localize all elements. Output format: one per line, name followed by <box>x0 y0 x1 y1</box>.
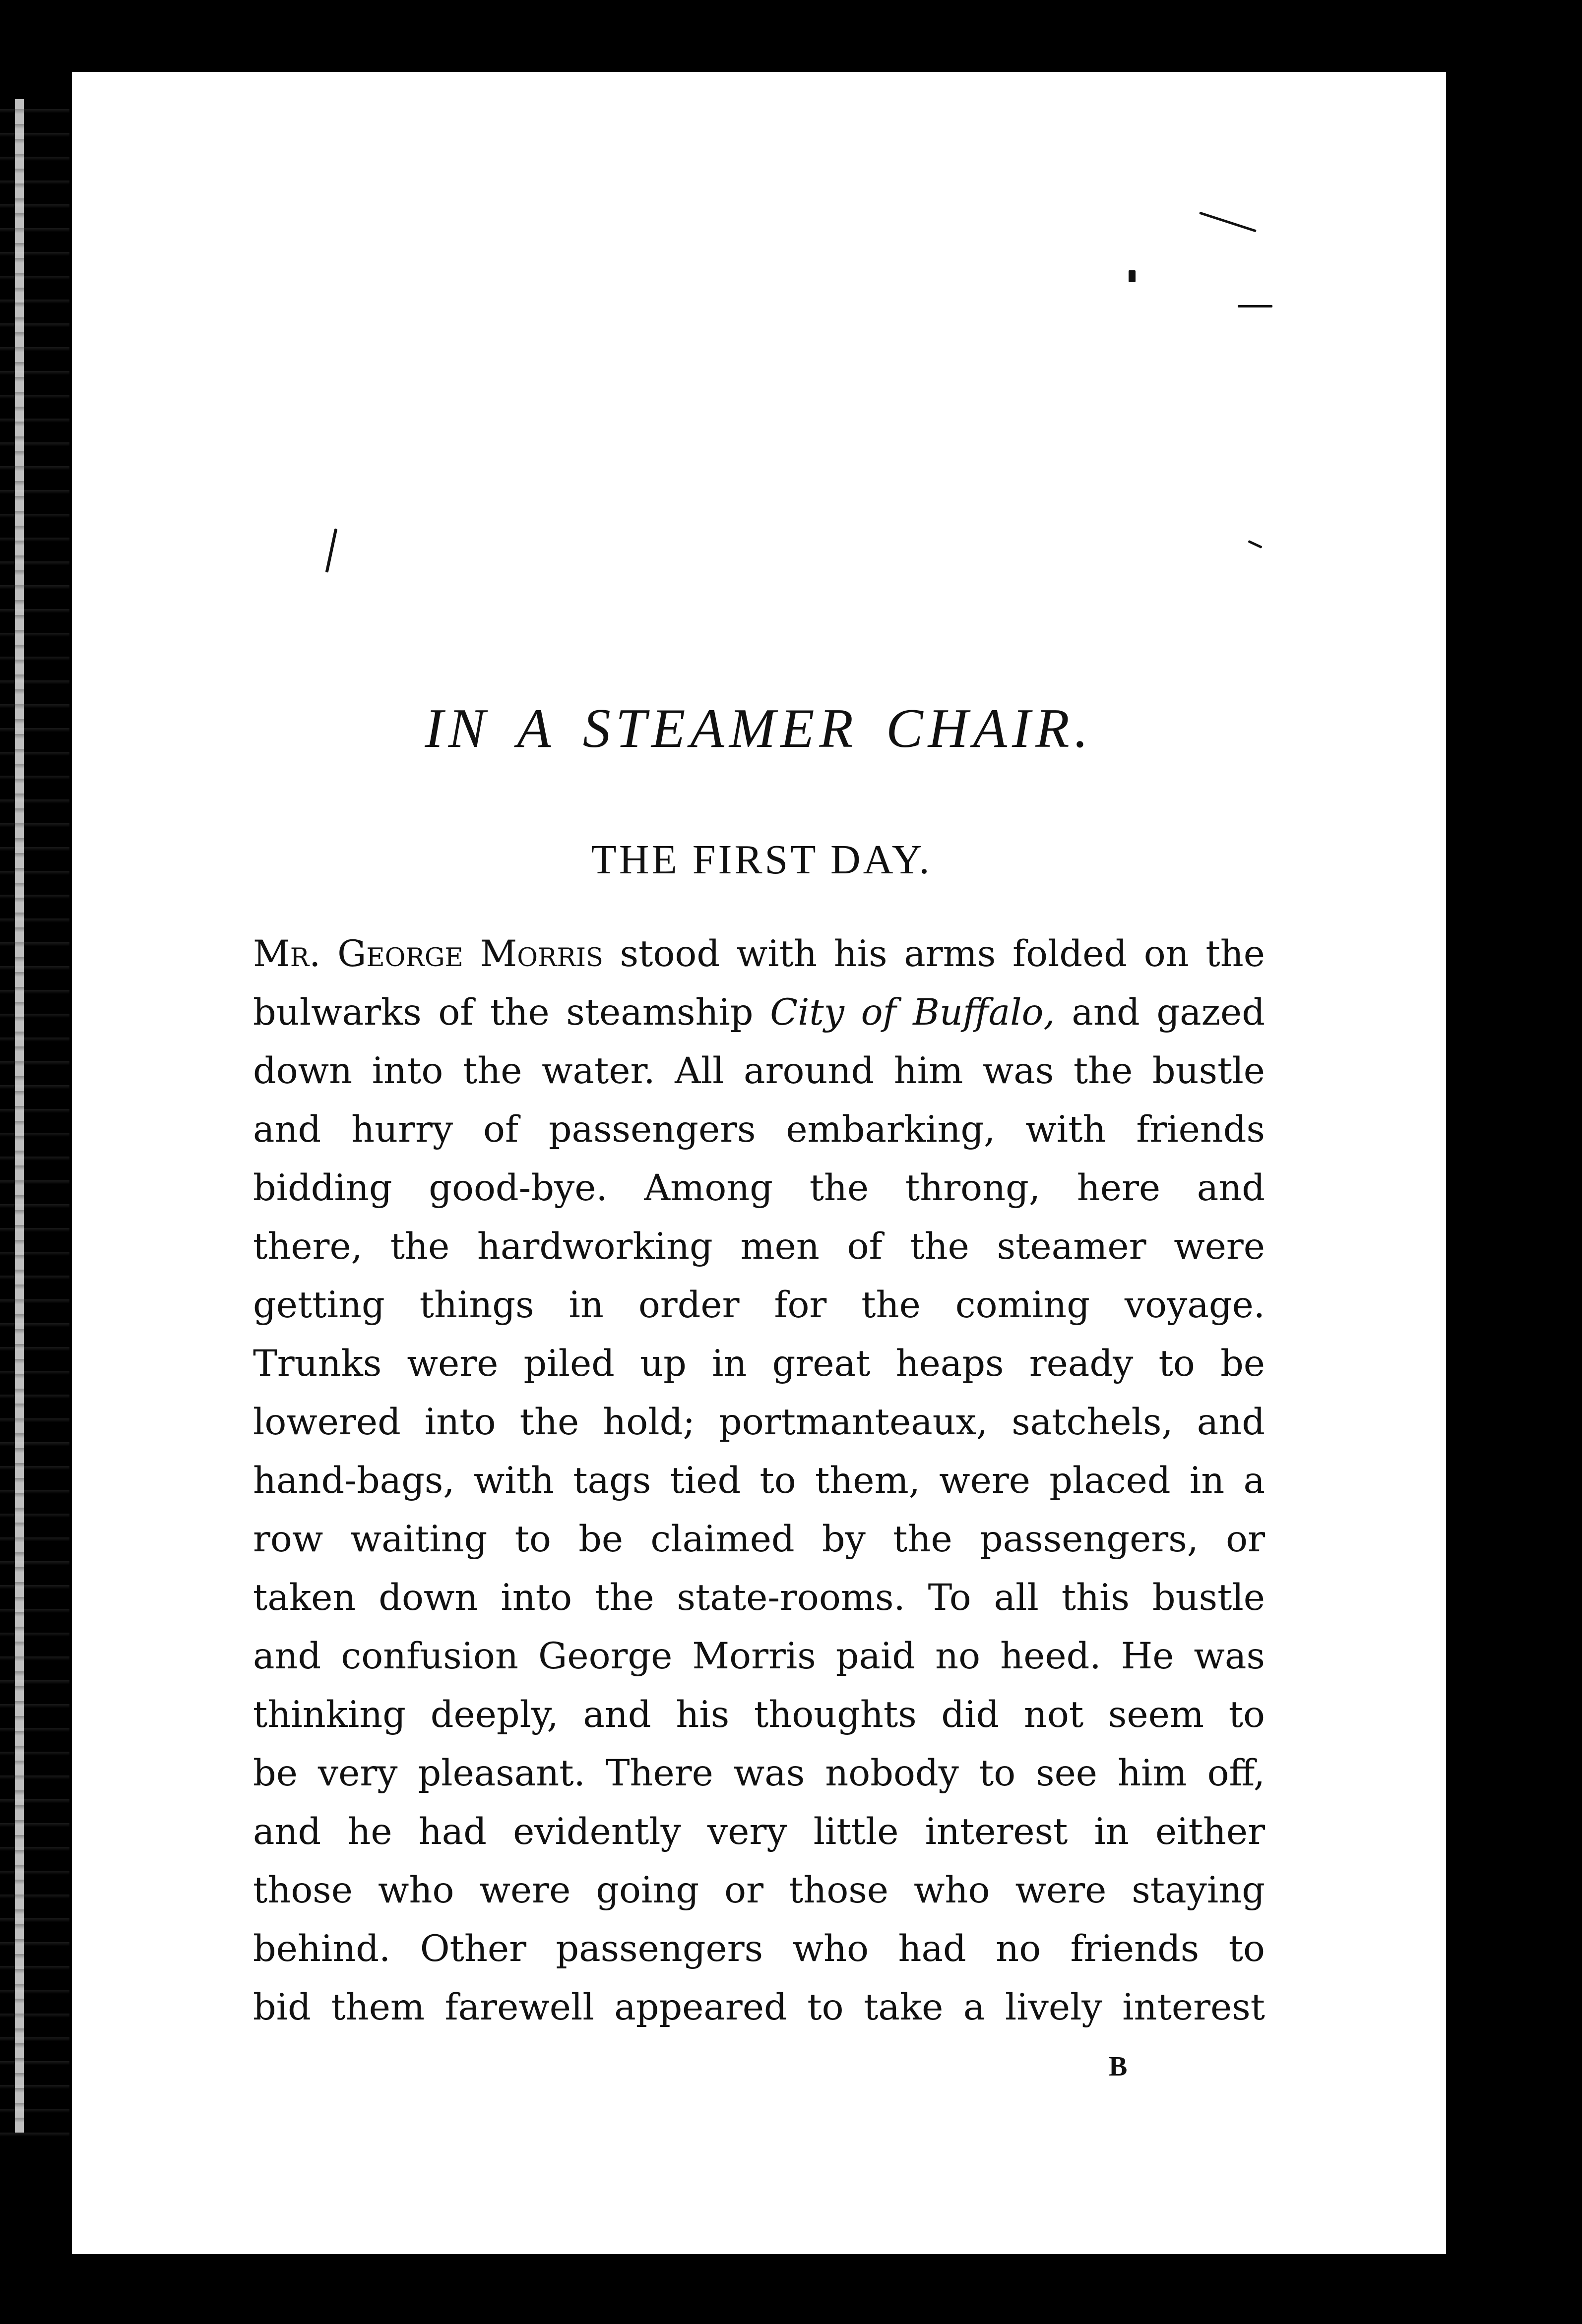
ink-speck <box>1129 270 1136 282</box>
text-line: be very pleasant. There was nobody to see him off, <box>253 1752 1265 1794</box>
text-line: thinking deeply, and his thoughts did not seem to <box>253 1694 1265 1736</box>
ink-speck <box>1248 540 1262 549</box>
text-line: those who were going or those who were staying <box>253 1869 1265 1911</box>
text-line: and hurry of passengers embarking, with friends <box>253 1108 1265 1151</box>
ink-speck <box>1199 212 1257 233</box>
text-line: Trunks were piled up in great heaps ready to be <box>253 1343 1265 1385</box>
text-line: Mr. George Morris stood with his arms folded on the <box>253 933 1265 975</box>
binding-edge-highlight <box>15 99 24 2133</box>
binding-edge <box>0 89 69 2147</box>
text-line: row waiting to be claimed by the passengers, or <box>253 1518 1265 1560</box>
body-paragraph <box>253 925 1265 2037</box>
section-heading: THE FIRST DAY. <box>591 837 932 883</box>
text-line: bid them farewell appeared to take a lively interest <box>253 1986 1265 2028</box>
text-line: bidding good-bye. Among the throng, here and <box>253 1167 1265 1209</box>
text-line: lowered into the hold; portmanteaux, satchels, and <box>253 1401 1265 1443</box>
ink-speck <box>325 528 338 572</box>
signature-mark: B <box>1109 2051 1128 2082</box>
text-line: bulwarks of the steamship City of Buffalo, and gazed <box>253 991 1265 1034</box>
ink-speck <box>1238 305 1272 307</box>
text-line: there, the hardworking men of the steamer were <box>253 1225 1265 1268</box>
text-line: getting things in order for the coming voyage. <box>253 1284 1265 1326</box>
text-line: taken down into the state-rooms. To all this bustle <box>253 1577 1265 1619</box>
text-line: behind. Other passengers who had no friends to <box>253 1928 1265 1970</box>
book-title: IN A STEAMER CHAIR. <box>425 698 1093 759</box>
ship-name: City of Buffalo, <box>770 991 1055 1034</box>
text-line: hand-bags, with tags tied to them, were placed in a <box>253 1460 1265 1502</box>
text-line: down into the water. All around him was the bustle <box>253 1050 1265 1092</box>
text-line: and he had evidently very little interest in either <box>253 1811 1265 1853</box>
text-line: and confusion George Morris paid no heed. He was <box>253 1635 1265 1677</box>
opening-name: Mr. George Morris <box>253 933 603 975</box>
book-page <box>72 72 1446 2254</box>
